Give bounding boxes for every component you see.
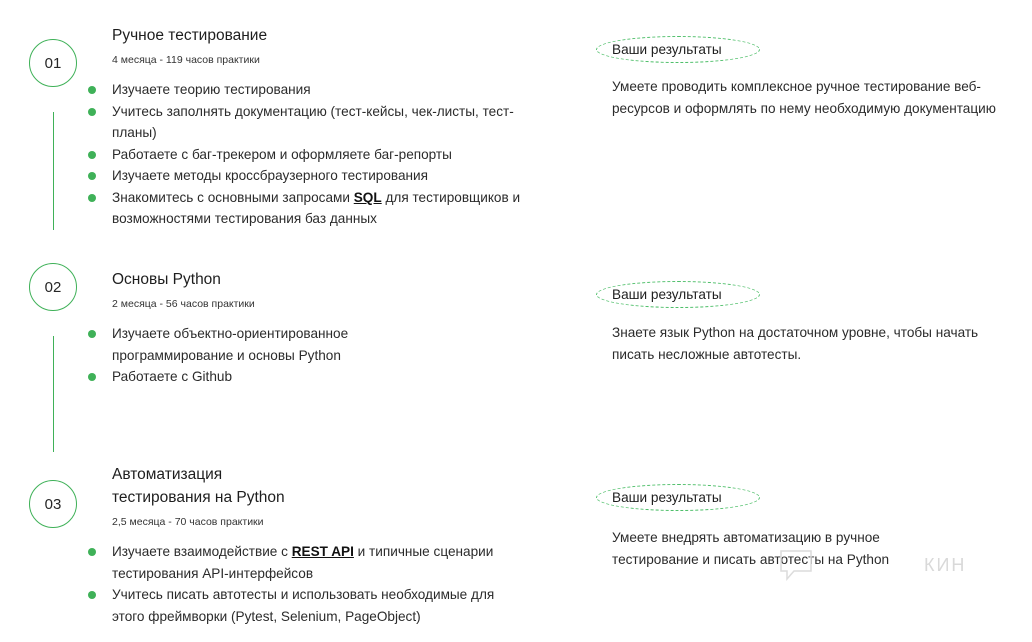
step-title: Основы Python: [112, 271, 221, 288]
step-number-circle: [29, 480, 77, 528]
sql-link[interactable]: SQL: [353, 189, 382, 205]
step-duration: 2 месяца - 56 часов практики: [112, 298, 255, 310]
bullet-dot-icon: [88, 194, 96, 202]
bullet-dot-icon: [88, 591, 96, 599]
timeline-line: [53, 112, 54, 230]
results-text: Умеете проводить комплексное ручное тестирование веб-ресурсов и оформлять по нему необходимую документацию: [612, 79, 996, 116]
step-title: Ручное тестирование: [112, 27, 268, 44]
step-bullet-list: [88, 79, 558, 230]
bullet-dot-icon: [88, 330, 96, 338]
list-item: Учитесь писать автотесты и использовать необходимые для этого фреймворки (Pytest, Selenium, PageObject): [88, 584, 528, 627]
bullet-dot-icon: [88, 108, 96, 116]
list-item: Изучаете методы кроссбраузерного тестирования: [88, 165, 558, 187]
bullet-dot-icon: [88, 172, 96, 180]
step-bullet-list: [88, 323, 418, 388]
results-badge: Ваши результаты: [596, 281, 760, 308]
rest-api-link[interactable]: REST API: [291, 544, 354, 559]
step-duration: 4 месяца - 119 часов практики: [112, 54, 260, 66]
bullet-dot-icon: [88, 151, 96, 159]
results-badge: Ваши результаты: [596, 484, 760, 511]
results-badge: Ваши результаты: [596, 36, 760, 63]
step-number-circle: [29, 39, 77, 87]
chat-bubble-icon: [778, 548, 814, 582]
list-item: Изучаете теорию тестирования: [88, 79, 558, 101]
watermark-text: КИН: [924, 554, 967, 575]
step-bullet-list: [88, 541, 528, 627]
step-title: Автоматизация тестирования на Python: [112, 466, 285, 506]
list-item: Изучаете взаимодействие с REST API и типичные сценарии тестирования API-интерфейсов: [88, 541, 528, 584]
bullet-dot-icon: [88, 548, 96, 556]
list-item: Изучаете объектно-ориентированное программирование и основы Python: [88, 323, 418, 366]
results-text: Умеете внедрять автоматизацию в ручное тестирование и писать автотесты на Python: [612, 530, 890, 567]
list-item: Работаете с баг-трекером и оформляете баг-репорты: [88, 144, 558, 166]
timeline-line: [53, 336, 54, 452]
results-text: Знаете язык Python на достаточном уровне, чтобы начать писать несложные автотесты.: [612, 325, 979, 362]
list-item: Учитесь заполнять документацию (тест-кейсы, чек-листы, тест-планы): [88, 101, 558, 144]
step-duration: 2,5 месяца - 70 часов практики: [112, 516, 264, 528]
step-number: 02: [44, 278, 62, 296]
bullet-dot-icon: [88, 373, 96, 381]
step-number: 03: [44, 495, 62, 513]
watermark: [778, 545, 988, 585]
bullet-dot-icon: [88, 86, 96, 94]
step-number-circle: [29, 263, 77, 311]
list-item: Работаете с Github: [88, 366, 418, 388]
step-number: 01: [44, 54, 62, 72]
list-item: Знакомитесь с основными запросами SQL для тестировщиков и возможностями тестирования баз данных: [88, 187, 558, 230]
